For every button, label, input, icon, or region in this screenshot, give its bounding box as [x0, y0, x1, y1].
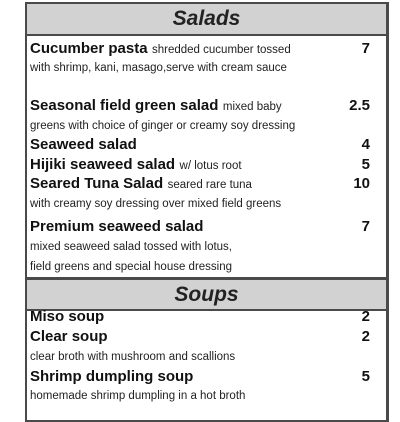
item-name: Miso soup [30, 308, 105, 325]
item-description-line: with creamy soy dressing over mixed field greens [30, 198, 282, 210]
item-name: Cucumber pasta [30, 40, 148, 57]
item-description-line: greens with choice of ginger or creamy soy dressing [30, 120, 296, 132]
soups-heading: Soups [27, 277, 386, 311]
item-description: w/ lotus root [179, 160, 242, 172]
item-price: 4 [361, 136, 370, 153]
menu-item-seared-tuna-salad [30, 175, 386, 194]
item-price: 10 [353, 175, 370, 192]
menu-item-seaweed-salad [30, 136, 386, 154]
item-description-line: with shrimp, kani, masago,serve with cream sauce [30, 62, 287, 74]
item-name: Seasonal field green salad [30, 97, 219, 114]
item-price: 2 [361, 308, 370, 325]
item-description: mixed baby [222, 101, 282, 113]
menu-item-shrimp-dumpling-soup [30, 368, 386, 386]
menu-page [25, 2, 389, 422]
menu-item-seasonal-field-green-salad [30, 97, 386, 116]
salads-heading: Salads [27, 4, 386, 36]
menu-item-cucumber-pasta [30, 40, 386, 59]
item-name: Premium seaweed salad [30, 218, 204, 235]
item-name: Seared Tuna Salad [30, 175, 164, 192]
item-description-line: homemade shrimp dumpling in a hot broth [30, 390, 246, 402]
item-price: 7 [361, 40, 370, 57]
menu-item-miso-soup [30, 308, 386, 326]
menu-item-hijiki-seaweed-salad [30, 156, 386, 175]
item-description-line: mixed seaweed salad tossed with lotus, [30, 241, 232, 253]
item-description-line: field greens and special house dressing [30, 261, 233, 273]
item-price: 7 [361, 218, 370, 235]
item-price: 5 [361, 368, 370, 385]
item-description: seared rare tuna [167, 179, 252, 191]
item-name: Shrimp dumpling soup [30, 368, 194, 385]
menu-item-premium-seaweed-salad [30, 218, 386, 236]
item-description-line: clear broth with mushroom and scallions [30, 351, 236, 363]
item-price: 2.5 [349, 97, 370, 114]
item-name: Clear soup [30, 328, 108, 345]
item-name: Hijiki seaweed salad [30, 156, 176, 173]
menu-item-clear-soup [30, 328, 386, 346]
item-price: 5 [361, 156, 370, 173]
item-name: Seaweed salad [30, 136, 137, 153]
item-price: 2 [361, 328, 370, 345]
item-description: shredded cucumber tossed [152, 44, 291, 56]
